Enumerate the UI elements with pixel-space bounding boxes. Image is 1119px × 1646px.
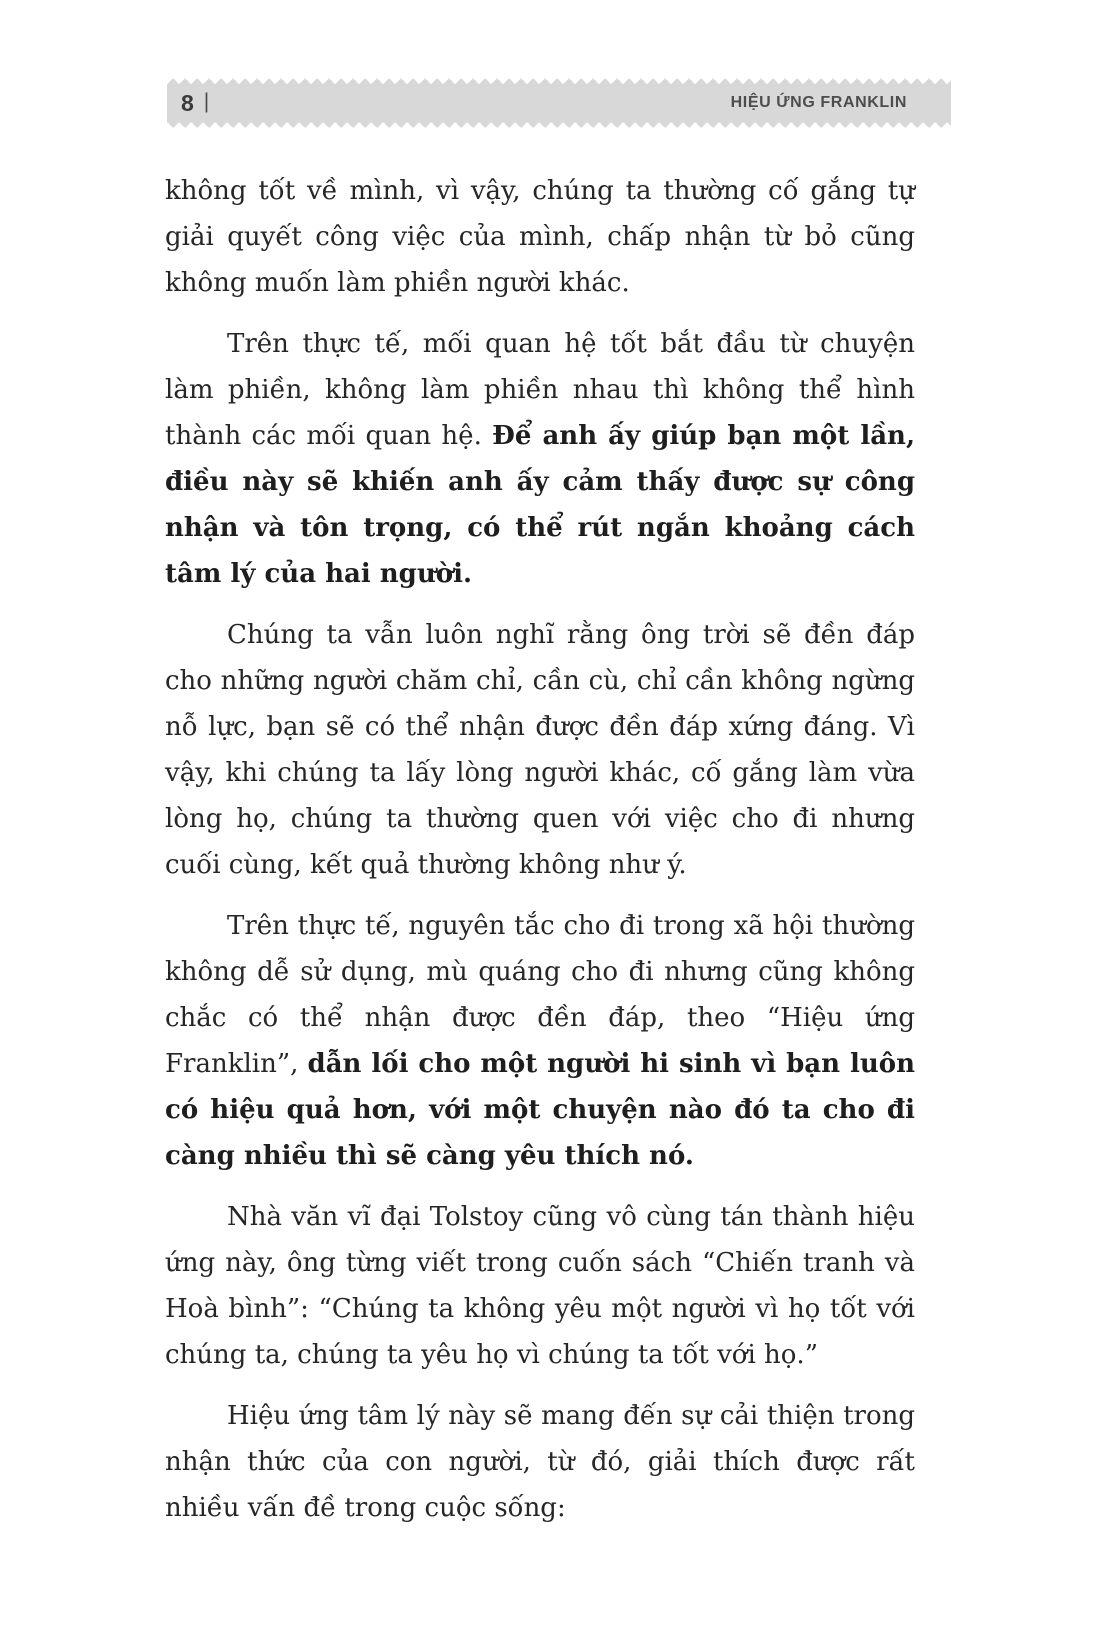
page-header-band bbox=[167, 84, 951, 122]
text-segment: Nhà văn vĩ đại Tolstoy cũng vô cùng tán thành hiệu ứng này, ông từng viết trong cuốn sách “Chiến tranh và Hoà bình”: “Chúng ta không yêu một người vì họ tốt với chúng ta, chúng ta yêu họ vì chúng ta tốt với họ.” bbox=[165, 1202, 915, 1370]
page-number: 8 bbox=[181, 89, 194, 116]
bold-text-segment: Để anh ấy giúp bạn một lần, điều này sẽ khiến anh ấy cảm thấy được sự công nhận và tôn trọng, có thể rút ngắn khoảng cách tâm lý của hai người. bbox=[165, 421, 916, 589]
paragraph bbox=[165, 1393, 915, 1531]
paragraph bbox=[165, 612, 915, 888]
page-number-separator: | bbox=[203, 90, 210, 113]
paragraph bbox=[165, 903, 915, 1179]
bold-text-segment: dẫn lối cho một người hi sinh vì bạn luôn có hiệu quả hơn, với một chuyện nào đó ta cho đi càng nhiều thì sẽ càng yêu thích nó. bbox=[165, 1049, 915, 1171]
paragraph bbox=[165, 321, 915, 597]
text-segment: Hiệu ứng tâm lý này sẽ mang đến sự cải thiện trong nhận thức của con người, từ đó, giải thích được rất nhiều vấn đề trong cuộc sống: bbox=[165, 1401, 915, 1523]
text-segment: Chúng ta vẫn luôn nghĩ rằng ông trời sẽ đền đáp cho những người chăm chỉ, cần cù, chỉ cần không ngừng nỗ lực, bạn sẽ có thể nhận được đền đáp xứng đáng. Vì vậy, khi chúng ta lấy lòng người khác, cố gắng làm vừa lòng họ, chúng ta thường quen với việc cho đi nhưng cuối cùng, kết quả thường không như ý. bbox=[165, 620, 915, 880]
paragraph bbox=[165, 1194, 915, 1378]
text-segment: Trên thực tế, nguyên tắc cho đi trong xã hội thường không dễ sử dụng, mù quáng cho đi nhưng cũng không chắc có thể nhận được đền đáp, theo “Hiệu ứng Franklin”, bbox=[165, 911, 915, 1079]
header-title: HIỆU ỨNG FRANKLIN bbox=[730, 94, 907, 111]
text-segment: Trên thực tế, mối quan hệ tốt bắt đầu từ chuyện làm phiền, không làm phiền nhau thì không thể hình thành các mối quan hệ. bbox=[165, 329, 915, 451]
paragraph bbox=[165, 168, 915, 306]
page-header-left bbox=[181, 90, 209, 117]
text-segment: không tốt về mình, vì vậy, chúng ta thường cố gắng tự giải quyết công việc của mình, chấp nhận từ bỏ cũng không muốn làm phiền người khác. bbox=[165, 176, 915, 298]
body-text bbox=[165, 168, 915, 1546]
